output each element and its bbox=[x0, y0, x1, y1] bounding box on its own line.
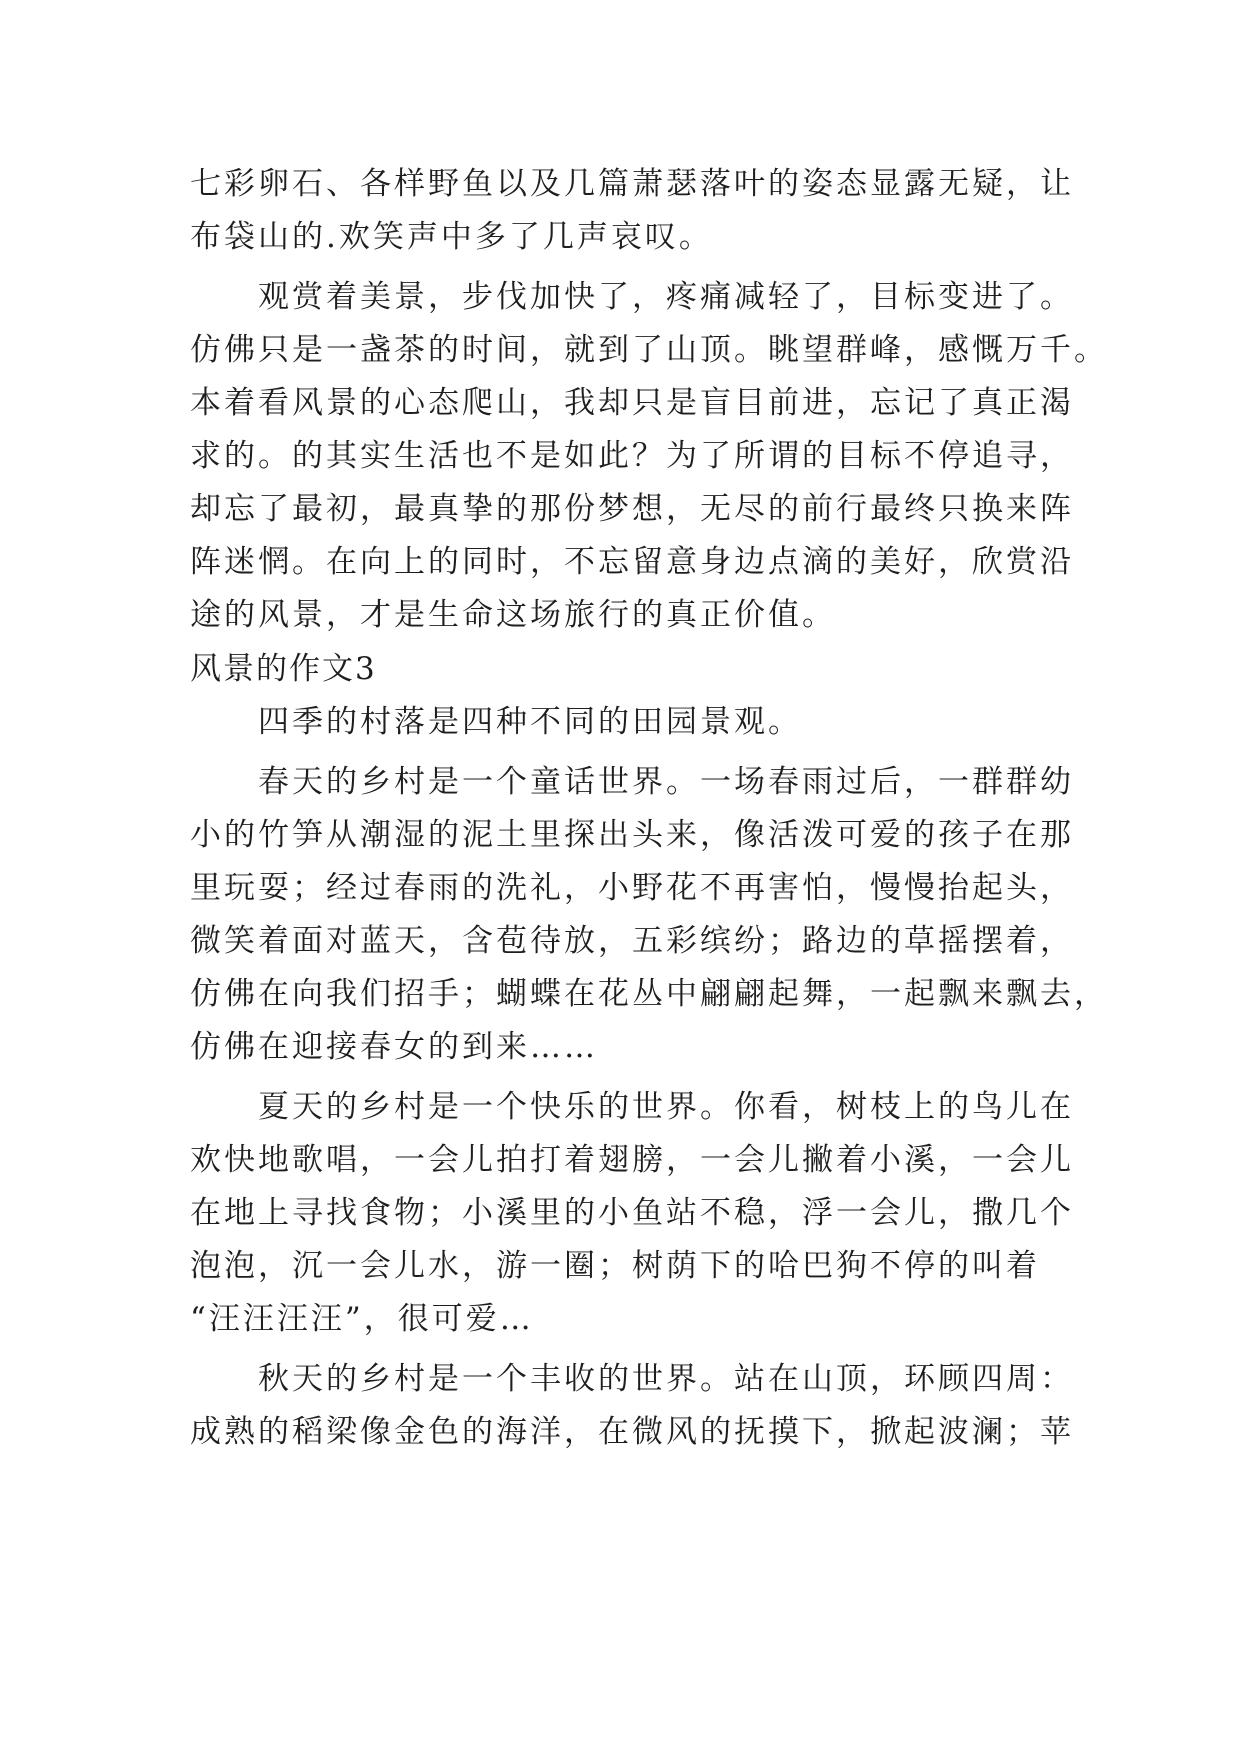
text-line: 小的竹笋从潮湿的泥土里探出头来，像活泼可爱的孩子在那 bbox=[190, 817, 1074, 853]
paragraph-start: 春天的乡村是一个童话世界。一场春雨过后，一群群幼 bbox=[258, 764, 1074, 800]
text-line: 仿佛在向我们招手；蝴蝶在花丛中翩翩起舞，一起飘来飘去， bbox=[190, 976, 1108, 1012]
text-line: 成熟的稻梁像金色的海洋，在微风的抚摸下，掀起波澜；苹 bbox=[190, 1414, 1074, 1450]
text-line: 阵迷惘。在向上的同时，不忘留意身边点滴的美好，欣赏沿 bbox=[190, 544, 1074, 580]
text-line: 欢快地歌唱，一会儿拍打着翅膀，一会儿撇着小溪，一会儿 bbox=[190, 1142, 1074, 1178]
paragraph-start: 观赏着美景，步伐加快了，疼痛减轻了，目标变进了。 bbox=[258, 279, 1074, 315]
text-line: 却忘了最初，最真挚的那份梦想，无尽的前行最终只换来阵 bbox=[190, 491, 1074, 527]
paragraph-start: 夏天的乡村是一个快乐的世界。你看，树枝上的鸟儿在 bbox=[258, 1089, 1074, 1125]
section-heading: 风景的作文3 bbox=[190, 651, 377, 687]
text-line: 求的。的其实生活也不是如此？为了所谓的目标不停追寻， bbox=[190, 438, 1074, 474]
text-line: “汪汪汪汪”，很可爱… bbox=[190, 1301, 534, 1337]
text-line: 仿佛只是一盏茶的时间，就到了山顶。眺望群峰，感慨万千。 bbox=[190, 332, 1108, 368]
text-line: 里玩耍；经过春雨的洗礼，小野花不再害怕，慢慢抬起头， bbox=[190, 870, 1074, 906]
text-line: 七彩卵石、各样野鱼以及几篇萧瑟落叶的姿态显露无疑，让 bbox=[190, 166, 1074, 202]
document-body bbox=[190, 158, 1108, 1459]
paragraph-start: 四季的村落是四种不同的田园景观。 bbox=[258, 704, 802, 740]
text-line: 本着看风景的心态爬山，我却只是盲目前进，忘记了真正渴 bbox=[190, 385, 1074, 421]
text-line: 仿佛在迎接春女的到来…… bbox=[190, 1029, 598, 1065]
text-line: 在地上寻找食物；小溪里的小鱼站不稳，浮一会儿，撒几个 bbox=[190, 1195, 1074, 1231]
text-line: 微笑着面对蓝天，含苞待放，五彩缤纷；路边的草摇摆着， bbox=[190, 923, 1074, 959]
text-line: 泡泡，沉一会儿水，游一圈；树荫下的哈巴狗不停的叫着 bbox=[190, 1248, 1040, 1284]
paragraph-start: 秋天的乡村是一个丰收的世界。站在山顶，环顾四周： bbox=[258, 1361, 1074, 1397]
text-line: 布袋山的.欢笑声中多了几声哀叹。 bbox=[190, 219, 713, 255]
text-line: 途的风景，才是生命这场旅行的真正价值。 bbox=[190, 597, 836, 633]
